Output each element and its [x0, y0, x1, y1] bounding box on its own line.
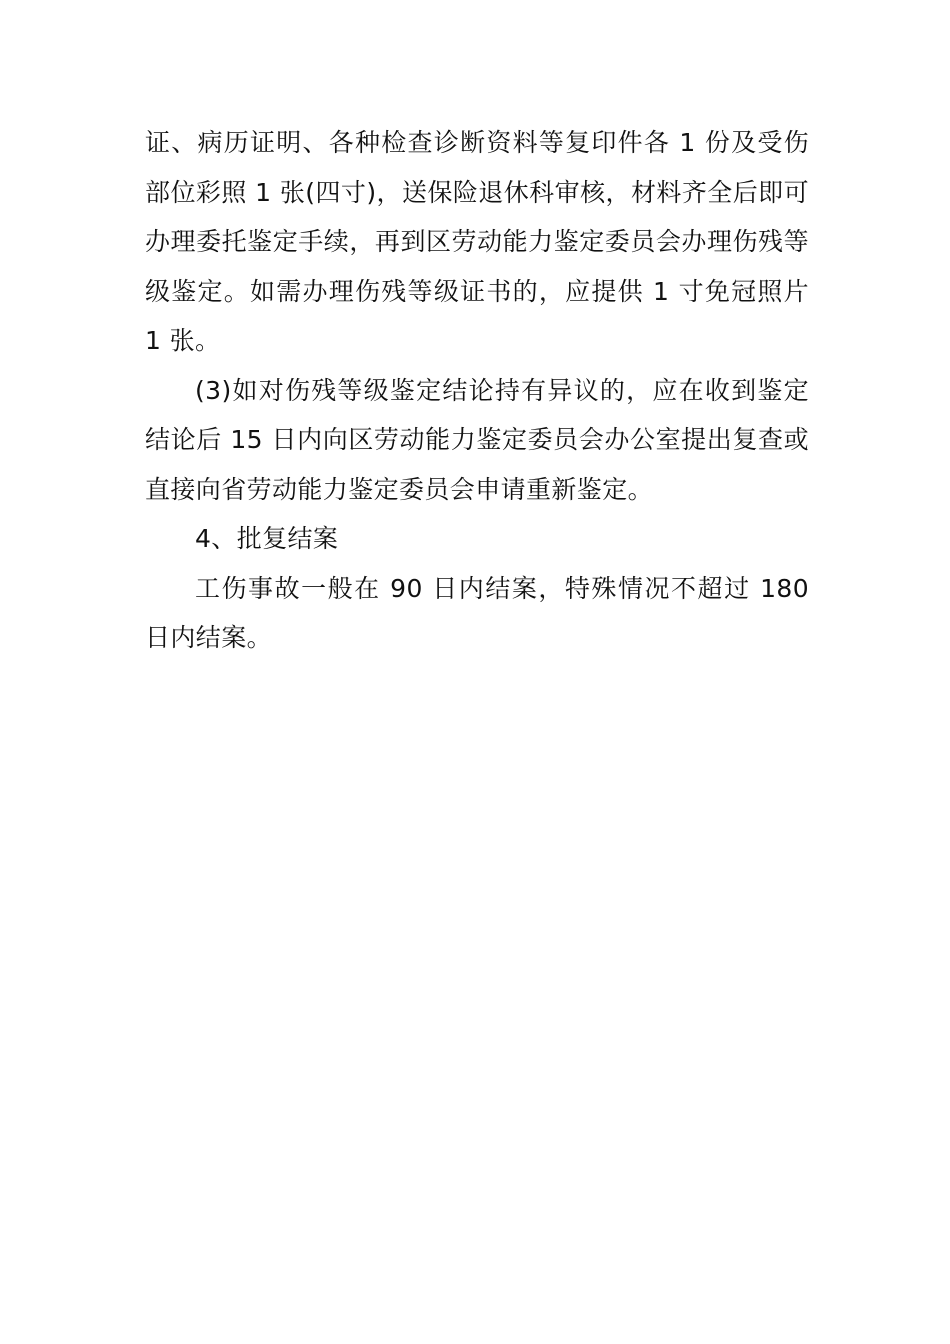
paragraph-closing: 工伤事故一般在 90 日内结案，特殊情况不超过 180 日内结案。	[145, 573, 809, 652]
paragraph-objection: (3)如对伤残等级鉴定结论持有异议的，应在收到鉴定结论后 15 日内向区劳动能力鉴定委员会办公室提出复查或直接向省劳动能力鉴定委员会申请重新鉴定。	[145, 375, 809, 504]
paragraph-materials: 证、病历证明、各种检查诊断资料等复印件各 1 份及受伤部位彩照 1 张(四寸)，送保险退休科审核，材料齐全后即可办理委托鉴定手续，再到区劳动能力鉴定委员会办理伤残等级鉴定。如需办理伤残等级证书的，应提供 1 寸免冠照片 1 张。	[145, 128, 809, 355]
section-heading-closing: 4、批复结案	[195, 524, 339, 553]
document-body	[145, 118, 809, 663]
